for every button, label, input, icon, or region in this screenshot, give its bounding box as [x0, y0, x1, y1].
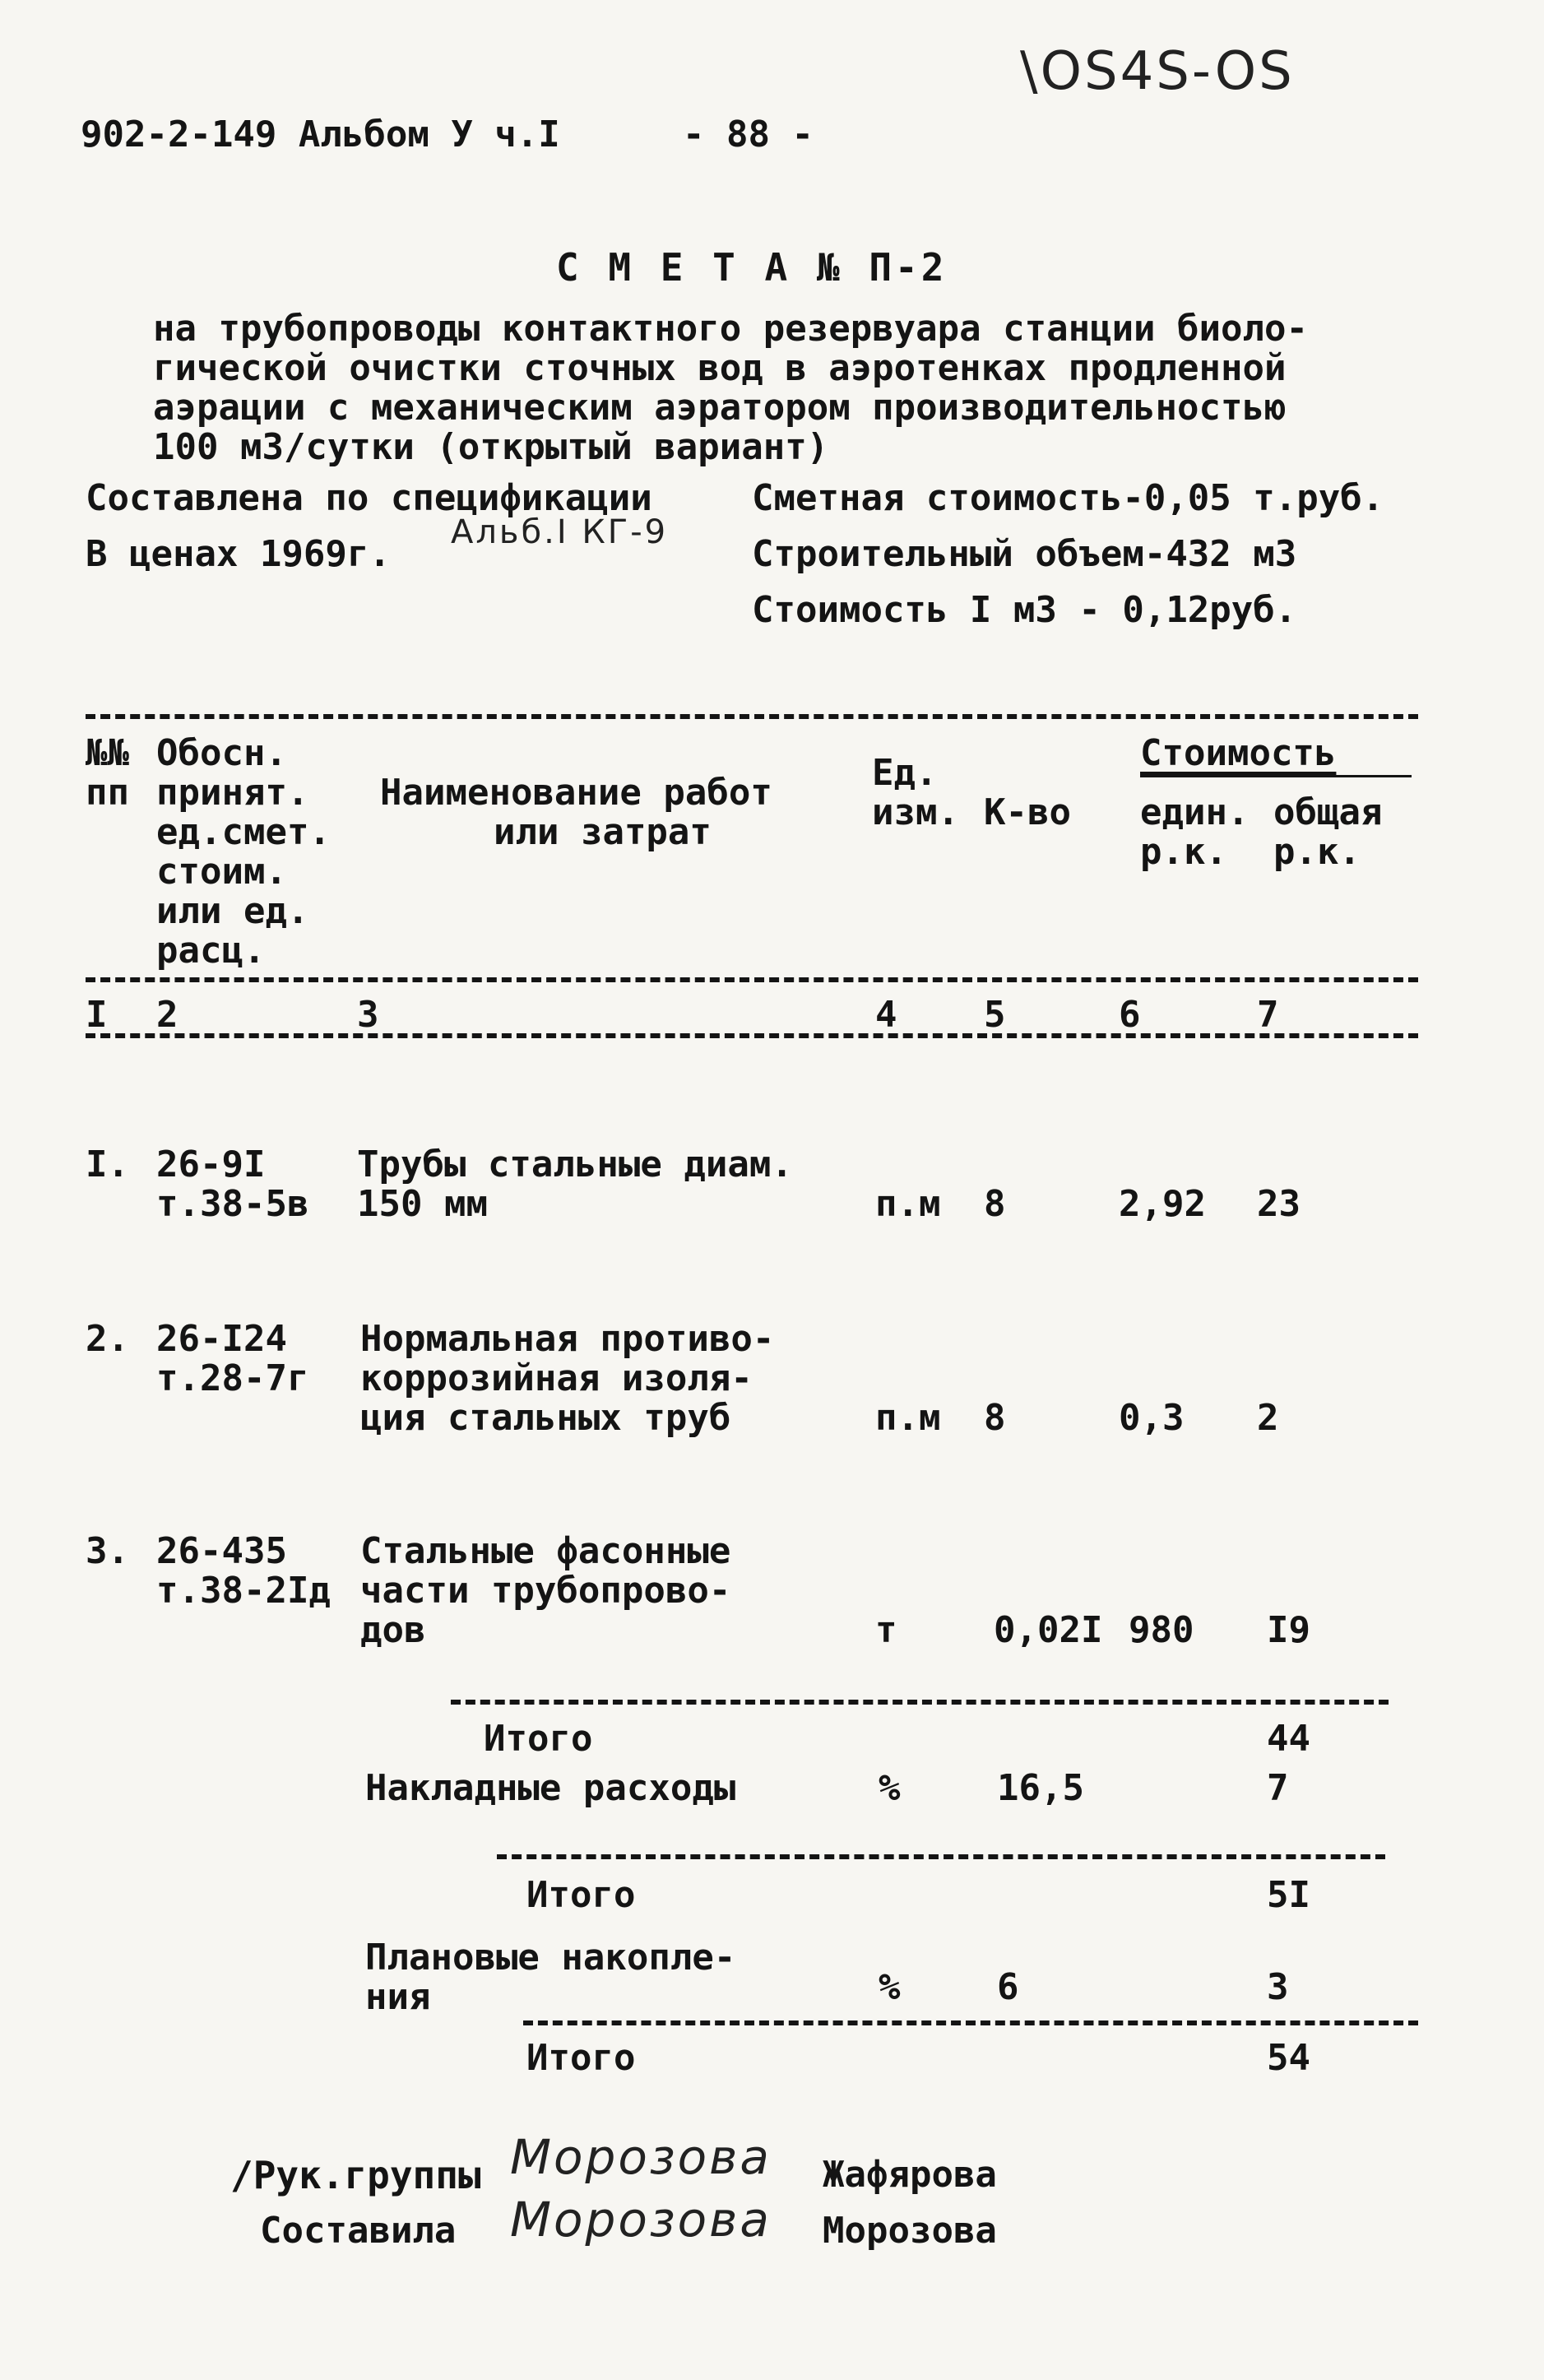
summary-label-1: Плановые накопле-: [365, 1937, 736, 1979]
summary-label: Итого: [526, 2037, 636, 2079]
summary-total: 7: [1267, 1767, 1289, 1809]
head-label: /Рук.группы: [230, 2153, 481, 2197]
header-unit-1: Ед.: [872, 752, 938, 794]
head-name: Жафярова: [823, 2154, 997, 2196]
header-cost-group: Стоимость: [1140, 732, 1337, 774]
summary-unit: %: [879, 1767, 901, 1809]
header-basis-4: стоим.: [156, 851, 287, 893]
row-basis-2: т.28-7г: [156, 1357, 309, 1399]
summary-total: 44: [1267, 1718, 1310, 1760]
row-total: I9: [1267, 1609, 1310, 1651]
row-quantity: 8: [984, 1183, 1006, 1225]
column-number: 7: [1257, 994, 1279, 1036]
header-basis-6: расц.: [156, 930, 266, 972]
row-basis-1: 26-I24: [156, 1318, 287, 1360]
handwritten-reference: Альб.I КГ-9: [451, 513, 669, 551]
summary-total: 5I: [1267, 1874, 1310, 1916]
cost-per-m3: Стоимость I м3 - 0,12руб.: [752, 589, 1297, 631]
header-basis-1: Обосн.: [156, 732, 287, 774]
estimated-cost: Сметная стоимость-0,05 т.руб.: [752, 477, 1384, 519]
composer-label: Составила: [260, 2210, 457, 2252]
header-total-cost-2: р.к.: [1273, 831, 1361, 873]
row-unit-cost: 2,92: [1119, 1183, 1206, 1225]
column-number: 5: [984, 994, 1006, 1036]
header-unit-2: изм.: [872, 791, 959, 833]
row-number: 2.: [86, 1318, 129, 1360]
page-number: - 88 -: [683, 114, 814, 155]
row-unit: п.м: [875, 1183, 941, 1225]
summary-rule-3: [523, 2020, 1418, 2025]
summary-total: 54: [1267, 2037, 1310, 2079]
document-title: С М Е Т А № П-2: [556, 245, 948, 290]
row-unit-cost: 0,3: [1119, 1397, 1185, 1439]
header-quantity: К-во: [984, 791, 1071, 833]
header-unit-cost-2: р.к.: [1140, 831, 1227, 873]
summary-rule-2: [497, 1854, 1385, 1859]
composer-name: Морозова: [823, 2210, 997, 2252]
column-numbers-rule: [86, 1033, 1418, 1038]
header-basis-3: ед.смет.: [156, 811, 331, 853]
row-name-1: Трубы стальные диам.: [357, 1144, 793, 1185]
summary-label: Накладные расходы: [365, 1767, 736, 1809]
row-basis-2: т.38-5в: [156, 1183, 309, 1225]
header-cost-underline: [1140, 775, 1412, 777]
row-name-3: дов: [360, 1609, 426, 1651]
summary-quantity: 6: [997, 1966, 1019, 2008]
table-top-rule: [86, 714, 1418, 719]
column-number: 4: [875, 994, 897, 1036]
header-num-2: пп: [86, 772, 129, 814]
building-volume: Строительный объем-432 м3: [752, 533, 1297, 575]
row-number: 3.: [86, 1530, 129, 1572]
column-number: I: [86, 994, 108, 1036]
header-num-1: №№: [86, 732, 129, 774]
row-total: 23: [1257, 1183, 1301, 1225]
header-basis-2: принят.: [156, 772, 309, 814]
row-basis-2: т.38-2Iд: [156, 1570, 331, 1612]
header-bottom-rule: [86, 977, 1418, 982]
composer-signature: Морозова: [510, 2192, 772, 2248]
header-name-2: или затрат: [494, 811, 712, 853]
row-name-1: Нормальная противо-: [360, 1318, 775, 1360]
subtitle-line-1: на трубопроводы контактного резервуара станции биоло-: [153, 308, 1308, 350]
row-unit-cost: 980: [1129, 1609, 1194, 1651]
column-number: 6: [1119, 994, 1141, 1036]
row-total: 2: [1257, 1397, 1279, 1439]
row-unit: т: [875, 1609, 897, 1651]
column-number: 2: [156, 994, 179, 1036]
row-name-2: части трубопрово-: [360, 1570, 731, 1612]
subtitle-line-4: 100 м3/сутки (открытый вариант): [153, 426, 829, 468]
header-unit-cost-1: един.: [1140, 791, 1250, 833]
header-name-1: Наименование работ: [380, 772, 772, 814]
summary-label: Итого: [526, 1874, 636, 1916]
archive-number: \OS4S-OS: [1020, 41, 1295, 102]
row-name-3: ция стальных труб: [360, 1397, 731, 1439]
summary-label-2: ния: [365, 1976, 431, 2018]
row-quantity: 0,02I: [994, 1609, 1103, 1651]
summary-quantity: 16,5: [997, 1767, 1084, 1809]
column-number: 3: [357, 994, 379, 1036]
row-quantity: 8: [984, 1397, 1006, 1439]
row-unit: п.м: [875, 1397, 941, 1439]
row-name-1: Стальные фасонные: [360, 1530, 731, 1572]
summary-unit: %: [879, 1966, 901, 2008]
head-signature: Морозова: [510, 2129, 772, 2185]
prices-year: В ценах 1969г.: [86, 533, 391, 575]
subtitle-line-3: аэрации с механическим аэратором производительностью: [153, 387, 1287, 429]
subtitle-line-2: гической очистки сточных вод в аэротенках продленной: [153, 347, 1287, 389]
summary-rule-1: [451, 1700, 1389, 1705]
composed-by: Составлена по спецификации: [86, 477, 652, 519]
row-number: I.: [86, 1144, 129, 1185]
header-total-cost-1: общая: [1273, 791, 1383, 833]
row-basis-1: 26-435: [156, 1530, 287, 1572]
row-name-2: 150 мм: [357, 1183, 488, 1225]
row-name-2: коррозийная изоля-: [360, 1357, 753, 1399]
summary-total: 3: [1267, 1966, 1289, 2008]
row-basis-1: 26-9I: [156, 1144, 266, 1185]
summary-label: Итого: [484, 1718, 593, 1760]
album-reference: 902-2-149 Альбом У ч.I: [81, 114, 560, 155]
header-basis-5: или ед.: [156, 890, 309, 932]
